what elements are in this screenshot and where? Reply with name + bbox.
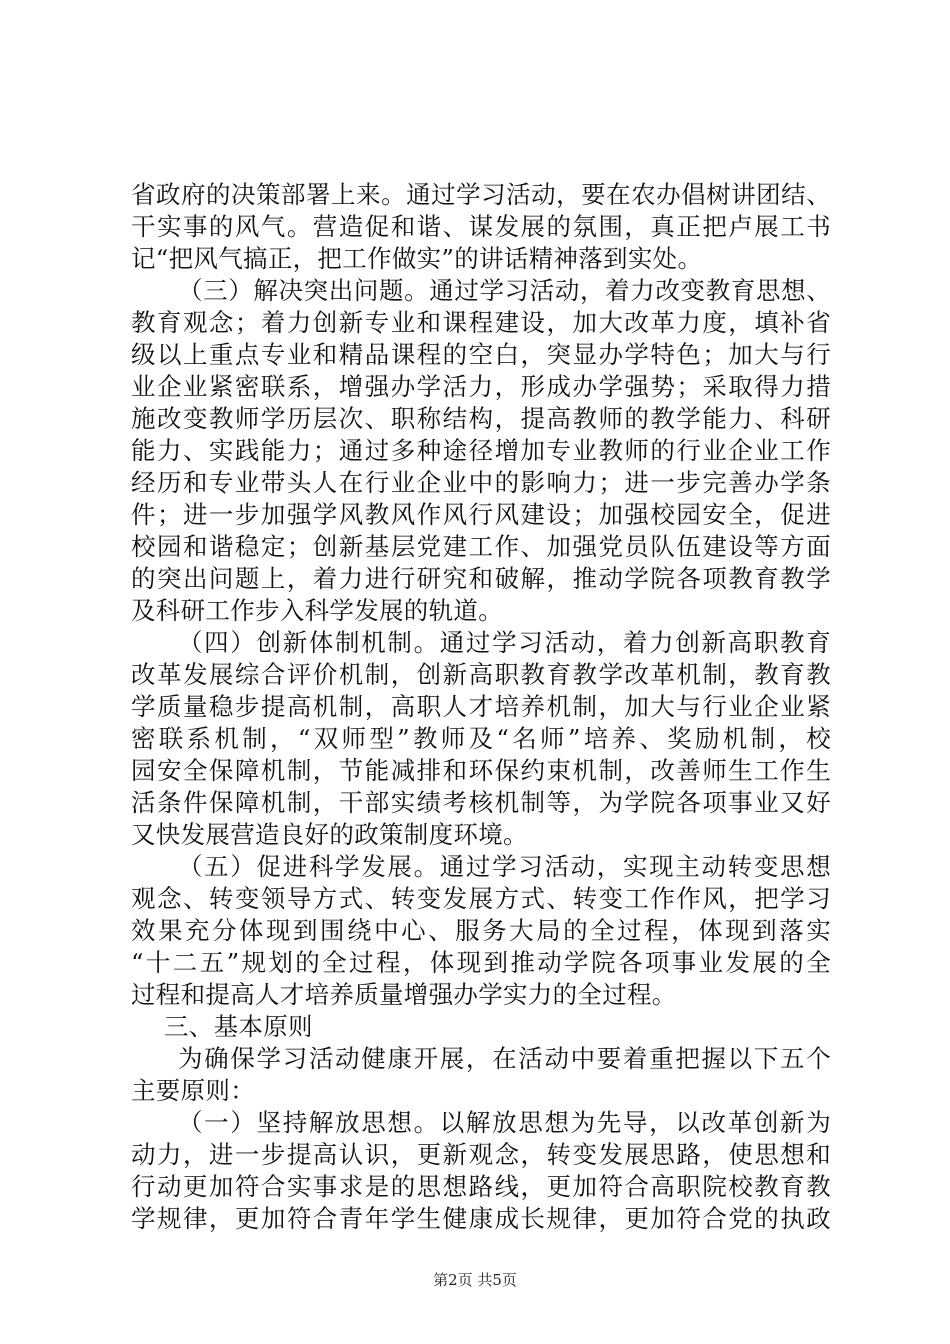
text-line: 为确保学习活动健康开展，在活动中要着重把握以下五个 [178,1044,831,1073]
text-line: 件；进一步加强学风教风作风行风建设；加强校园安全，促进 [131,500,831,529]
text-line: 密联系机制，“双师型”教师及“名师”培养、奖励机制，校 [131,724,831,753]
text-line: 及科研工作步入科学发展的轨道。 [131,596,503,625]
text-line: 学质量稳步提高机制，高职人才培养机制，加大与行业企业紧 [131,692,831,721]
text-line: 干实事的风气。营造促和谐、谋发展的氛围，真正把卢展工书 [131,212,831,241]
text-line: 园安全保障机制，节能减排和环保约束机制，改善师生工作生 [131,756,831,785]
text-line: 活条件保障机制，干部实绩考核机制等，为学院各项事业又好 [131,788,831,817]
text-line: 又快发展营造良好的政策制度环境。 [131,820,528,849]
text-line: 能力、实践能力；通过多种途径增加专业教师的行业企业工作 [131,436,831,465]
text-line: 业企业紧密联系，增强办学活力，形成办学强势；采取得力措 [131,372,831,401]
page-footer: 第2页 共5页 [433,1271,517,1289]
text-line: 教育观念；着力创新专业和课程建设，加大改革力度，填补省 [131,308,831,337]
text-line: 的突出问题上，着力进行研究和破解，推动学院各项教育教学 [131,564,831,593]
text-line: 校园和谐稳定；创新基层党建工作、加强党员队伍建设等方面 [131,532,831,561]
text-line: 效果充分体现到围绕中心、服务大局的全过程，体现到落实 [131,916,831,945]
text-line: 记“把风气搞正，把工作做实”的讲话精神落到实处。 [131,244,703,273]
text-line: 级以上重点专业和精品课程的空白，突显办学特色；加大与行 [131,340,831,369]
text-line: 经历和专业带头人在行业企业中的影响力；进一步完善办学条 [131,468,831,497]
text-line: （一）坚持解放思想。以解放思想为先导，以改革创新为 [178,1108,831,1137]
text-line: 行动更加符合实事求是的思想路线，更加符合高职院校教育教 [131,1172,831,1201]
text-line: 施改变教师学历层次、职称结构，提高教师的教学能力、科研 [131,404,831,433]
text-line: 观念、转变领导方式、转变发展方式、转变工作作风，把学习 [131,884,831,913]
text-line: （四）创新体制机制。通过学习活动，着力创新高职教育 [178,628,831,657]
text-line: 主要原则： [131,1076,255,1105]
text-line: “十二五”规划的全过程，体现到推动学院各项事业发展的全 [131,948,831,977]
text-line: （三）解决突出问题。通过学习活动，着力改变教育思想、 [178,276,831,305]
text-line: （五）促进科学发展。通过学习活动，实现主动转变思想 [178,852,831,881]
text-line: 学规律，更加符合青年学生健康成长规律，更加符合党的执政 [131,1204,831,1233]
section-heading: 三、基本原则 [164,1012,313,1041]
text-line: 过程和提高人才培养质量增强办学实力的全过程。 [131,980,677,1009]
text-line: 改革发展综合评价机制，创新高职教育教学改革机制，教育教 [131,660,831,689]
text-line: 省政府的决策部署上来。通过学习活动，要在农办倡树讲团结、 [131,180,831,209]
text-line: 动力，进一步提高认识，更新观念，转变发展思路，使思想和 [131,1140,831,1169]
